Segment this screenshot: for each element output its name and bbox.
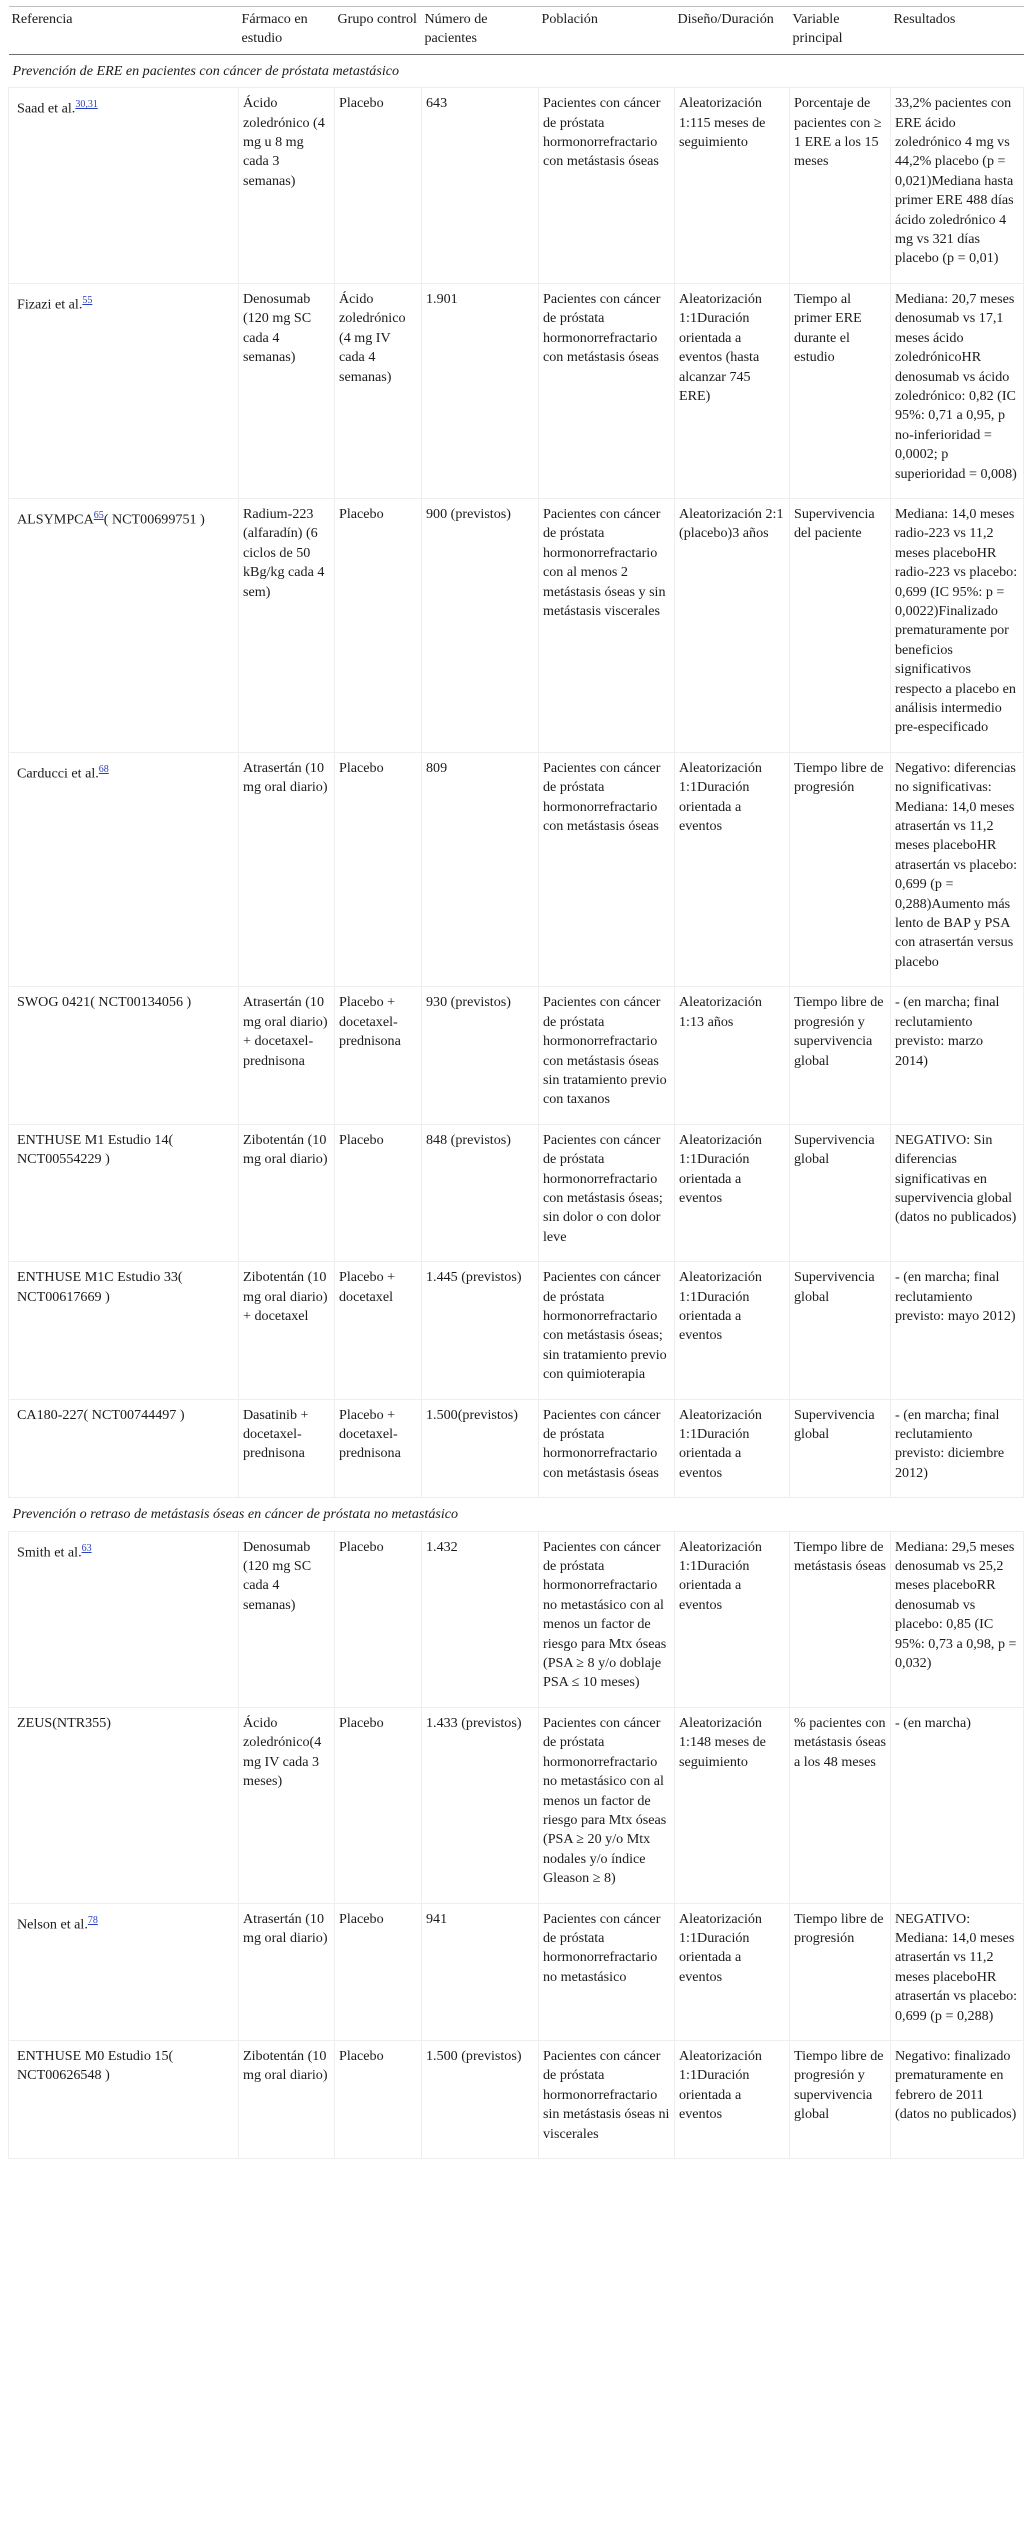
header-row <box>9 7 1024 55</box>
cell-grupo-control: Placebo <box>335 88 422 284</box>
cell-numero-pacientes: 900 (previstos) <box>422 498 539 752</box>
citation-superscript <box>94 508 104 521</box>
cell-referencia <box>9 1262 239 1399</box>
table-row <box>9 1262 1024 1399</box>
table-row <box>9 283 1024 498</box>
cell-grupo-control: Ácido zoledrónico (4 mg IV cada 4 semanas) <box>335 283 422 498</box>
cell-numero-pacientes: 1.432 <box>422 1531 539 1707</box>
cell-grupo-control: Placebo <box>335 1707 422 1903</box>
cell-referencia <box>9 1399 239 1498</box>
cell-farmaco: Zibotentán (10 mg oral diario) <box>239 1124 335 1261</box>
cell-referencia <box>9 2040 239 2158</box>
cell-farmaco: Atrasertán (10 mg oral diario) + docetaxel-prednisona <box>239 987 335 1124</box>
citation-superscript <box>88 1913 98 1926</box>
cell-poblacion: Pacientes con cáncer de próstata hormonorrefractario con metástasis óseas <box>539 752 675 986</box>
cell-diseno-duracion: Aleatorización 1:13 años <box>675 987 790 1124</box>
table-body <box>9 54 1024 2158</box>
reference-suffix: ( NCT00699751 ) <box>103 511 205 528</box>
cell-farmaco: Zibotentán (10 mg oral diario) + docetaxel <box>239 1262 335 1399</box>
cell-poblacion: Pacientes con cáncer de próstata hormonorrefractario con metástasis óseas; sin tratamiento previo con quimioterapia <box>539 1262 675 1399</box>
cell-diseno-duracion: Aleatorización 1:1Duración orientada a eventos <box>675 1124 790 1261</box>
cell-farmaco: Ácido zoledrónico(4 mg IV cada 3 meses) <box>239 1707 335 1903</box>
cell-referencia <box>9 498 239 752</box>
cell-numero-pacientes: 1.500 (previstos) <box>422 2040 539 2158</box>
cell-variable-principal: Supervivencia global <box>790 1399 891 1498</box>
cell-numero-pacientes: 848 (previstos) <box>422 1124 539 1261</box>
header-poblacion: Población <box>539 7 675 55</box>
cell-referencia <box>9 1124 239 1261</box>
cell-grupo-control: Placebo + docetaxel <box>335 1262 422 1399</box>
citation-link[interactable]: 65 <box>93 509 104 521</box>
table-row <box>9 1124 1024 1261</box>
reference-name: Saad et al. <box>17 100 76 117</box>
clinical-trials-table <box>8 6 1024 2159</box>
cell-diseno-duracion: Aleatorización 2:1 (placebo)3 años <box>675 498 790 752</box>
reference-name: SWOG 0421( NCT00134056 ) <box>17 994 192 1011</box>
cell-poblacion: Pacientes con cáncer de próstata hormonorrefractario no metastásico con al menos un factor de riesgo para Mtx óseas (PSA ≥ 8 y/o doblaje PSA ≤ 10 meses) <box>539 1531 675 1707</box>
cell-variable-principal: Supervivencia del paciente <box>790 498 891 752</box>
table-row <box>9 1707 1024 1903</box>
cell-poblacion: Pacientes con cáncer de próstata hormonorrefractario con metástasis óseas sin tratamiento previo con taxanos <box>539 987 675 1124</box>
cell-poblacion: Pacientes con cáncer de próstata hormonorrefractario con al menos 2 metástasis óseas y sin metástasis viscerales <box>539 498 675 752</box>
citation-link[interactable]: 63 <box>81 1542 92 1554</box>
cell-farmaco: Zibotentán (10 mg oral diario) <box>239 2040 335 2158</box>
cell-numero-pacientes: 941 <box>422 1903 539 2040</box>
cell-farmaco: Dasatinib + docetaxel-prednisona <box>239 1399 335 1498</box>
cell-numero-pacientes: 1.445 (previstos) <box>422 1262 539 1399</box>
section-title: Prevención de ERE en pacientes con cáncer de próstata metastásico <box>9 54 1024 87</box>
cell-referencia <box>9 1531 239 1707</box>
table-row <box>9 752 1024 986</box>
header-referencia: Referencia <box>9 7 239 55</box>
section-row <box>9 1498 1024 1531</box>
cell-diseno-duracion: Aleatorización 1:1Duración orientada a eventos <box>675 1903 790 2040</box>
reference-name: ENTHUSE M1C Estudio 33( NCT00617669 ) <box>17 1269 183 1305</box>
cell-referencia <box>9 752 239 986</box>
cell-resultados: Mediana: 29,5 meses denosumab vs 25,2 meses placeboRR denosumab vs placebo: 0,85 (IC 95%: 0,73 a 0,98, p = 0,032) <box>891 1531 1024 1707</box>
cell-diseno-duracion: Aleatorización 1:1Duración orientada a eventos <box>675 1531 790 1707</box>
cell-diseno-duracion: Aleatorización 1:1Duración orientada a eventos <box>675 752 790 986</box>
cell-resultados: Negativo: diferencias no significativas: Mediana: 14,0 meses atrasertán vs 11,2 meses placeboHR atrasertán vs placebo: 0,699 (p = 0,288)Aumento más lento de BAP y PSA con atrasertán versus placebo <box>891 752 1024 986</box>
table-row <box>9 987 1024 1124</box>
cell-grupo-control: Placebo <box>335 2040 422 2158</box>
cell-farmaco: Denosumab (120 mg SC cada 4 semanas) <box>239 1531 335 1707</box>
cell-numero-pacientes: 809 <box>422 752 539 986</box>
cell-variable-principal: Tiempo libre de metástasis óseas <box>790 1531 891 1707</box>
cell-numero-pacientes: 1.433 (previstos) <box>422 1707 539 1903</box>
cell-numero-pacientes: 1.500(previstos) <box>422 1399 539 1498</box>
cell-diseno-duracion: Aleatorización 1:115 meses de seguimiento <box>675 88 790 284</box>
header-resultados: Resultados <box>891 7 1024 55</box>
cell-farmaco: Radium-223 (alfaradín) (6 ciclos de 50 kBg/kg cada 4 sem) <box>239 498 335 752</box>
cell-poblacion: Pacientes con cáncer de próstata hormonorrefractario con metástasis óseas; sin dolor o con dolor leve <box>539 1124 675 1261</box>
header-grupo-control: Grupo control <box>335 7 422 55</box>
table-row <box>9 88 1024 284</box>
cell-variable-principal: Supervivencia global <box>790 1124 891 1261</box>
reference-name: ALSYMPCA <box>17 511 94 528</box>
citation-superscript <box>82 1541 92 1554</box>
header-farmaco: Fármaco en estudio <box>239 7 335 55</box>
cell-diseno-duracion: Aleatorización 1:1Duración orientada a eventos (hasta alcanzar 745 ERE) <box>675 283 790 498</box>
reference-name: CA180-227( NCT00744497 ) <box>17 1406 185 1423</box>
reference-name: Fizazi et al. <box>17 296 83 313</box>
cell-variable-principal: Tiempo libre de progresión y supervivencia global <box>790 2040 891 2158</box>
cell-grupo-control: Placebo <box>335 1903 422 2040</box>
cell-grupo-control: Placebo + docetaxel-prednisona <box>335 1399 422 1498</box>
cell-variable-principal: Porcentaje de pacientes con ≥ 1 ERE a los 15 meses <box>790 88 891 284</box>
cell-numero-pacientes: 1.901 <box>422 283 539 498</box>
cell-resultados: NEGATIVO: Sin diferencias significativas en supervivencia global (datos no publicados) <box>891 1124 1024 1261</box>
cell-poblacion: Pacientes con cáncer de próstata hormonorrefractario con metástasis óseas <box>539 88 675 284</box>
header-numero-pacientes: Número de pacientes <box>422 7 539 55</box>
citation-link[interactable]: 78 <box>87 1914 98 1926</box>
cell-farmaco: Atrasertán (10 mg oral diario) <box>239 752 335 986</box>
cell-numero-pacientes: 930 (previstos) <box>422 987 539 1124</box>
cell-variable-principal: Tiempo libre de progresión <box>790 752 891 986</box>
cell-referencia <box>9 283 239 498</box>
table-row <box>9 2040 1024 2158</box>
section-row <box>9 54 1024 87</box>
cell-variable-principal: Tiempo libre de progresión <box>790 1903 891 2040</box>
cell-diseno-duracion: Aleatorización 1:1Duración orientada a eventos <box>675 1262 790 1399</box>
cell-grupo-control: Placebo <box>335 752 422 986</box>
reference-name: ZEUS(NTR355) <box>17 1714 111 1731</box>
cell-grupo-control: Placebo <box>335 1124 422 1261</box>
cell-resultados: - (en marcha; final reclutamiento previsto: mayo 2012) <box>891 1262 1024 1399</box>
header-variable-principal: Variable principal <box>790 7 891 55</box>
section-title: Prevención o retraso de metástasis óseas en cáncer de próstata no metastásico <box>9 1498 1024 1531</box>
cell-grupo-control: Placebo + docetaxel-prednisona <box>335 987 422 1124</box>
reference-name: Smith et al. <box>17 1544 82 1561</box>
cell-diseno-duracion: Aleatorización 1:1Duración orientada a eventos <box>675 2040 790 2158</box>
header-diseno-duracion: Diseño/Duración <box>675 7 790 55</box>
cell-referencia <box>9 1707 239 1903</box>
cell-resultados: - (en marcha; final reclutamiento previsto: diciembre 2012) <box>891 1399 1024 1498</box>
cell-resultados: Negativo: finalizado prematuramente en febrero de 2011 (datos no publicados) <box>891 2040 1024 2158</box>
cell-grupo-control: Placebo <box>335 498 422 752</box>
reference-name: ENTHUSE M0 Estudio 15( NCT00626548 ) <box>17 2047 174 2084</box>
cell-variable-principal: Supervivencia global <box>790 1262 891 1399</box>
cell-farmaco: Atrasertán (10 mg oral diario) <box>239 1903 335 2040</box>
cell-poblacion: Pacientes con cáncer de próstata hormonorrefractario con metástasis óseas <box>539 1399 675 1498</box>
cell-numero-pacientes: 643 <box>422 88 539 284</box>
cell-referencia <box>9 88 239 284</box>
cell-variable-principal: Tiempo al primer ERE durante el estudio <box>790 283 891 498</box>
table-row <box>9 1399 1024 1498</box>
citation-superscript <box>82 293 92 306</box>
cell-variable-principal: % pacientes con metástasis óseas a los 48 meses <box>790 1707 891 1903</box>
reference-name: Carducci et al. <box>17 765 99 782</box>
cell-resultados: 33,2% pacientes con ERE ácido zoledrónico 4 mg vs 44,2% placebo (p = 0,021)Mediana hasta primer ERE 488 días ácido zoledrónico 4 mg vs 321 días placebo (p = 0,01) <box>891 88 1024 284</box>
citation-superscript <box>99 762 109 775</box>
cell-diseno-duracion: Aleatorización 1:1Duración orientada a eventos <box>675 1399 790 1498</box>
cell-grupo-control: Placebo <box>335 1531 422 1707</box>
cell-poblacion: Pacientes con cáncer de próstata hormonorrefractario con metástasis óseas <box>539 283 675 498</box>
table-row <box>9 498 1024 752</box>
citation-superscript <box>75 97 98 110</box>
table-header <box>9 7 1024 55</box>
cell-poblacion: Pacientes con cáncer de próstata hormonorrefractario sin metástasis óseas ni viscerales <box>539 2040 675 2158</box>
cell-poblacion: Pacientes con cáncer de próstata hormonorrefractario no metastásico con al menos un factor de riesgo para Mtx óseas (PSA ≥ 20 y/o Mtx nodales y/o índice Gleason ≥ 8) <box>539 1707 675 1903</box>
cell-diseno-duracion: Aleatorización 1:148 meses de seguimiento <box>675 1707 790 1903</box>
cell-farmaco: Denosumab (120 mg SC cada 4 semanas) <box>239 283 335 498</box>
cell-resultados: Mediana: 14,0 meses radio-223 vs 11,2 meses placeboHR radio-223 vs placebo: 0,699 (IC 95%: p = 0,0022)Finalizado prematuramente por beneficios significativos respecto a placebo en análisis intermedio pre-especificado <box>891 498 1024 752</box>
cell-resultados: - (en marcha; final reclutamiento previsto: marzo 2014) <box>891 987 1024 1124</box>
cell-resultados: NEGATIVO: Mediana: 14,0 meses atrasertán vs 11,2 meses placeboHR atrasertán vs placebo: 0,699 (p = 0,288) <box>891 1903 1024 2040</box>
citation-link[interactable]: 30,31 <box>75 99 98 111</box>
citation-link[interactable]: 55 <box>82 294 93 306</box>
cell-poblacion: Pacientes con cáncer de próstata hormonorrefractario no metastásico <box>539 1903 675 2040</box>
reference-name: ENTHUSE M1 Estudio 14( NCT00554229 ) <box>17 1131 174 1168</box>
cell-variable-principal: Tiempo libre de progresión y supervivencia global <box>790 987 891 1124</box>
cell-referencia <box>9 987 239 1124</box>
citation-link[interactable]: 68 <box>98 763 109 775</box>
reference-name: Nelson et al. <box>17 1916 88 1933</box>
table-row <box>9 1903 1024 2040</box>
cell-resultados: Mediana: 20,7 meses denosumab vs 17,1 meses ácido zoledrónicoHR denosumab vs ácido zoledrónico: 0,82 (IC 95%: 0,71 a 0,95, p no-inferioridad = 0,0002; p superioridad = 0,008) <box>891 283 1024 498</box>
cell-farmaco: Ácido zoledrónico (4 mg u 8 mg cada 3 semanas) <box>239 88 335 284</box>
table-row <box>9 1531 1024 1707</box>
cell-resultados: - (en marcha) <box>891 1707 1024 1903</box>
cell-referencia <box>9 1903 239 2040</box>
